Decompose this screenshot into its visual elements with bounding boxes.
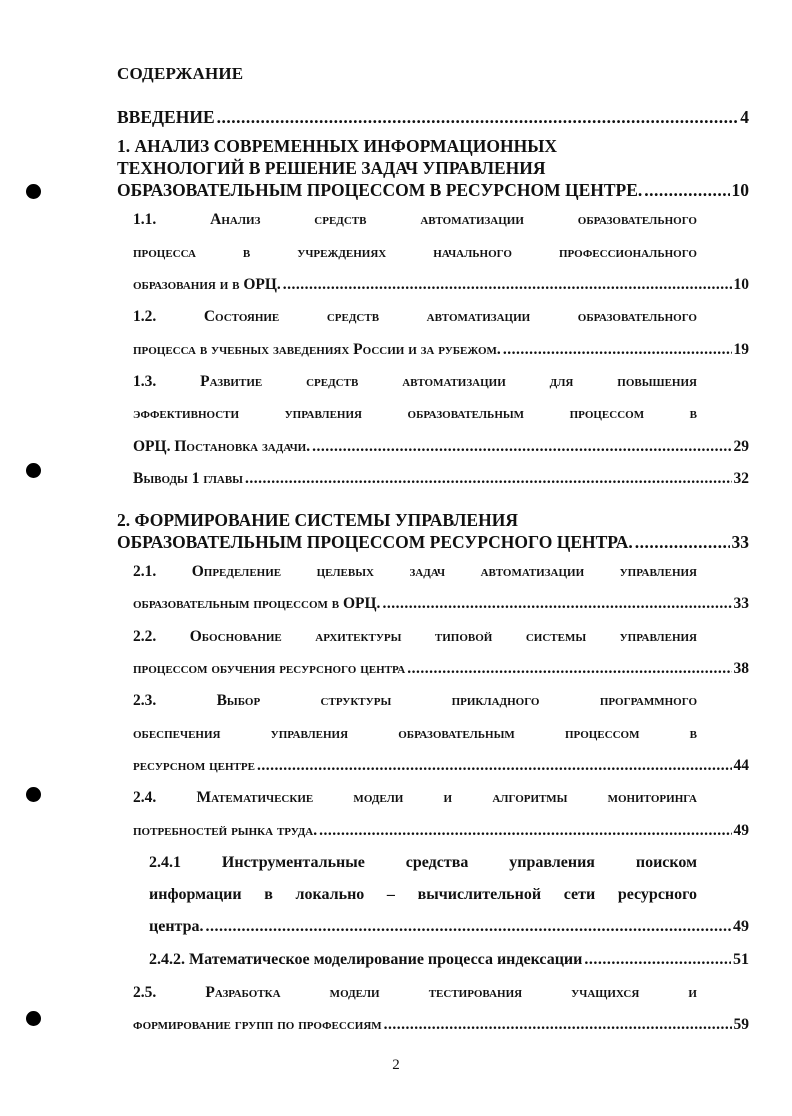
dot-leader	[217, 107, 739, 128]
toc-entry-2-4: 2.4. Математические модели и алгоритмы мониторинга	[133, 789, 697, 806]
toc-page-number: 19	[733, 341, 749, 358]
toc-page-number: 10	[733, 276, 749, 293]
dot-leader	[283, 276, 732, 294]
toc-entry-title: ОРЦ. Постановка задачи.	[133, 438, 311, 455]
toc-page-number: 29	[733, 438, 749, 455]
toc-entry-title: 2.4.2. Математическое моделирование процесса индексации	[149, 951, 583, 968]
toc-entry-title: процессом обучения ресурсного центра	[133, 660, 406, 677]
toc-entry-introduction[interactable]	[117, 107, 749, 128]
toc-entry-chapter-1: 1. АНАЛИЗ СОВРЕМЕННЫХ ИНФОРМАЦИОННЫХ	[117, 136, 558, 156]
toc-entry-title: образовательным процессом в ОРЦ.	[133, 595, 381, 612]
toc-entry-1-2[interactable]	[133, 341, 749, 359]
toc-entry-2-4[interactable]	[133, 822, 749, 840]
toc-entry-2-4-1: 2.4.1 Инструментальные средства управления поиском	[149, 854, 697, 871]
toc-entry-2-1[interactable]	[133, 595, 749, 613]
toc-page-number: 49	[733, 822, 749, 839]
toc-entry-title: ВВЕДЕНИЕ	[117, 107, 215, 127]
toc-page-number: 10	[731, 180, 749, 200]
toc-entry-2-1: 2.1. Определение целевых задач автоматизации управления	[133, 563, 697, 580]
toc-page-number: 33	[731, 532, 749, 552]
toc-entry-title: образования и в ОРЦ.	[133, 276, 281, 293]
toc-entry-chapter-1: ТЕХНОЛОГИЙ В РЕШЕНИЕ ЗАДАЧ УПРАВЛЕНИЯ	[117, 158, 546, 178]
page-number: 2	[392, 1057, 400, 1073]
dot-leader	[384, 1016, 732, 1034]
toc-page-number: 49	[733, 918, 749, 935]
toc-entry-conclusions-1[interactable]	[133, 470, 749, 488]
toc-page-number: 38	[733, 660, 749, 677]
dot-leader	[407, 660, 731, 678]
binder-hole-dot	[26, 184, 41, 199]
toc-entry-1-3[interactable]	[133, 438, 749, 456]
toc-entry-2-5: 2.5. Разработка модели тестирования учащихся и	[133, 984, 697, 1001]
toc-page-number: 51	[733, 951, 749, 968]
dot-leader	[312, 438, 731, 456]
binder-hole-dot	[26, 463, 41, 478]
toc-entry-title: центра.	[149, 918, 204, 935]
toc-page-number: 59	[733, 1016, 749, 1033]
toc-entry-title: процесса в учебных заведениях России и за рубежом.	[133, 341, 501, 358]
toc-entry-chapter-2[interactable]	[117, 532, 749, 553]
binder-hole-dot	[26, 1011, 41, 1026]
toc-entry-1-1: 1.1. Анализ средств автоматизации образовательного	[133, 211, 697, 228]
binder-hole-dot	[26, 787, 41, 802]
toc-entry-1-2: 1.2. Состояние средств автоматизации образовательного	[133, 308, 697, 325]
toc-entry-2-4-2[interactable]	[149, 951, 749, 969]
toc-entry-1-3: 1.3. Развитие средств автоматизации для повышения	[133, 373, 697, 390]
toc-entry-chapter-1[interactable]	[117, 180, 749, 201]
dot-leader	[382, 595, 731, 613]
toc-entry-2-3[interactable]	[133, 757, 749, 775]
toc-entry-chapter-2: 2. ФОРМИРОВАНИЕ СИСТЕМЫ УПРАВЛЕНИЯ	[117, 510, 518, 530]
dot-leader	[635, 532, 730, 553]
dot-leader	[245, 470, 732, 488]
toc-entry-2-2: 2.2. Обоснование архитектуры типовой системы управления	[133, 628, 697, 645]
toc-entry-1-1[interactable]	[133, 276, 749, 294]
toc-entry-2-3: обеспечения управления образовательным процессом в	[133, 725, 697, 742]
toc-entry-2-2[interactable]	[133, 660, 749, 678]
page-title: СОДЕРЖАНИЕ	[117, 64, 244, 83]
toc-entry-title: ОБРАЗОВАТЕЛЬНЫМ ПРОЦЕССОМ В РЕСУРСНОМ ЦЕНТРЕ.	[117, 180, 643, 200]
toc-page-number: 32	[733, 470, 749, 487]
toc-entry-2-3: 2.3. Выбор структуры прикладного программного	[133, 692, 697, 709]
dot-leader	[206, 918, 732, 936]
toc-page-number: 4	[740, 107, 749, 127]
toc-entry-2-4-1[interactable]	[149, 918, 749, 936]
dot-leader	[644, 180, 729, 201]
toc-entry-1-1: процесса в учреждениях начального профессионального	[133, 244, 697, 261]
toc-entry-title: формирование групп по профессиям	[133, 1016, 382, 1033]
toc-entry-title: ресурсном центре	[133, 757, 255, 774]
toc-entry-2-5[interactable]	[133, 1016, 749, 1034]
toc-entry-title: Выводы 1 главы	[133, 470, 243, 487]
dot-leader	[319, 822, 731, 840]
dot-leader	[584, 951, 731, 969]
toc-page-number: 44	[733, 757, 749, 774]
toc-entry-2-4-1: информации в локально – вычислительной сети ресурсного	[149, 886, 697, 903]
toc-entry-1-3: эффективности управления образовательным процессом в	[133, 405, 697, 422]
dot-leader	[257, 757, 732, 775]
toc-entry-title: ОБРАЗОВАТЕЛЬНЫМ ПРОЦЕССОМ РЕСУРСНОГО ЦЕНТРА.	[117, 532, 633, 552]
toc-page-number: 33	[733, 595, 749, 612]
toc-entry-title: потребностей рынка труда.	[133, 822, 318, 839]
dot-leader	[503, 341, 732, 359]
